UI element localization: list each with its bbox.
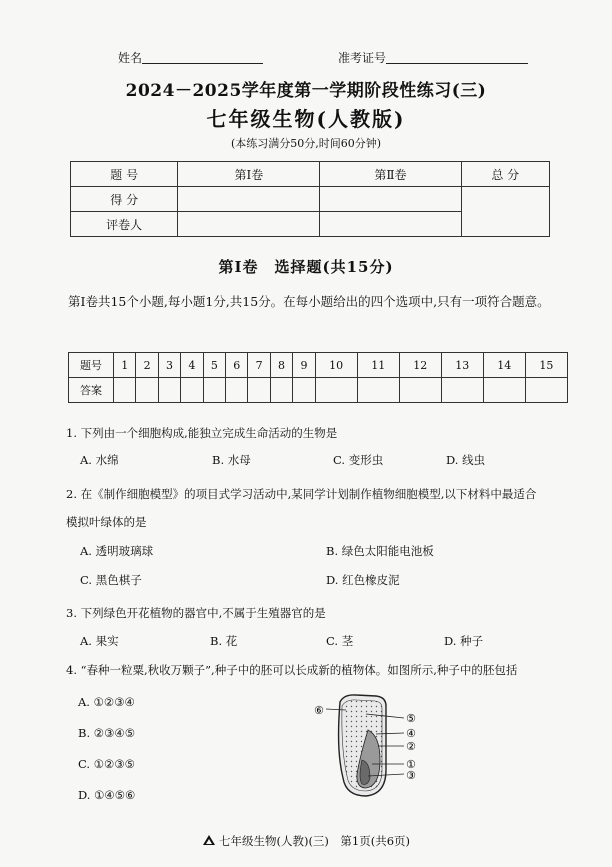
grader-row-label: 评卷人 [71, 212, 178, 237]
question-4-option-a[interactable]: A. ①②③④ [78, 695, 135, 709]
exam-note: (本练习满分50分,时间60分钟) [230, 137, 382, 150]
question-4-option-c[interactable]: C. ①②③⑤ [78, 757, 135, 771]
answer-cell[interactable] [226, 378, 248, 403]
publisher-logo-icon [202, 834, 216, 846]
subject-title: 七年级生物(人教版) [206, 107, 406, 131]
seed-label: ④ [406, 727, 416, 740]
answer-table-answer-label: 答案 [69, 378, 114, 403]
score-cell-total[interactable] [461, 187, 550, 237]
answer-number: 10 [315, 353, 357, 378]
question-3-stem: 3. 下列绿色开花植物的器官中,不属于生殖器官的是 [66, 606, 326, 620]
seed-label: ⑥ [314, 704, 324, 717]
answer-cell[interactable] [357, 378, 399, 403]
question-2-stem: 2. 在《制作细胞模型》的项目式学习活动中,某同学计划制作植物细胞模型,以下材料中最适合 [66, 487, 537, 501]
answer-number: 6 [226, 353, 248, 378]
answer-cell[interactable] [293, 378, 315, 403]
question-3-option-a[interactable]: A. 果实 [80, 634, 119, 648]
answer-number: 7 [248, 353, 270, 378]
answer-number: 15 [525, 353, 567, 378]
answer-number: 14 [483, 353, 525, 378]
question-3-option-b[interactable]: B. 花 [210, 634, 238, 648]
question-1-option-a[interactable]: A. 水绵 [80, 453, 119, 467]
answer-cell[interactable] [525, 378, 567, 403]
section-title: 第Ⅰ卷 选择题(共15分) [218, 258, 394, 276]
answer-number: 3 [158, 353, 180, 378]
question-2-stem-cont: 模拟叶绿体的是 [66, 515, 147, 529]
question-1-stem: 1. 下列由一个细胞构成,能独立完成生命活动的生物是 [66, 426, 338, 440]
grader-cell-part1[interactable] [178, 212, 320, 237]
answer-cell[interactable] [158, 378, 180, 403]
question-2-option-a[interactable]: A. 透明玻璃球 [80, 544, 154, 558]
answer-number: 9 [293, 353, 315, 378]
seed-label: ③ [406, 769, 416, 782]
answer-cell[interactable] [315, 378, 357, 403]
answer-cell[interactable] [399, 378, 441, 403]
question-4-option-d[interactable]: D. ①④⑤⑥ [78, 788, 136, 802]
answer-cell[interactable] [181, 378, 203, 403]
score-header-question: 题 号 [71, 162, 178, 187]
answer-number: 11 [357, 353, 399, 378]
score-header-part1: 第Ⅰ卷 [178, 162, 320, 187]
answer-table [68, 352, 568, 403]
seed-label: ① [406, 758, 416, 771]
answer-cell[interactable] [203, 378, 225, 403]
seed-diagram [310, 690, 430, 802]
answer-cell[interactable] [483, 378, 525, 403]
question-3-option-d[interactable]: D. 种子 [444, 634, 484, 648]
question-1-option-d[interactable]: D. 线虫 [446, 453, 486, 467]
answer-number: 12 [399, 353, 441, 378]
question-4-stem: 4. “春种一粒粟,秋收万颗子”,种子中的胚可以长成新的植物体。如图所示,种子中的胚包括 [66, 663, 518, 677]
exam-id-field[interactable] [386, 63, 528, 64]
score-header-total: 总 分 [461, 162, 550, 187]
answer-number: 2 [136, 353, 158, 378]
footer-text: 七年级生物(人教)(三) 第1页(共6页) [218, 834, 411, 848]
name-field[interactable] [142, 63, 263, 64]
section-intro: 第Ⅰ卷共15个小题,每小题1分,共15分。在每小题给出的四个选项中,只有一项符合题意。 [68, 294, 550, 309]
score-cell-part2[interactable] [320, 187, 461, 212]
exam-title: 2024－2025学年度第一学期阶段性练习(三) [125, 81, 487, 101]
score-header-part2: 第Ⅱ卷 [320, 162, 461, 187]
question-1-option-b[interactable]: B. 水母 [212, 453, 251, 467]
answer-number: 13 [441, 353, 483, 378]
answer-number: 1 [114, 353, 136, 378]
question-2-option-c[interactable]: C. 黑色棋子 [80, 573, 142, 587]
answer-cell[interactable] [270, 378, 292, 403]
page-footer [0, 833, 612, 849]
grader-cell-part2[interactable] [320, 212, 461, 237]
seed-label: ⑤ [406, 712, 416, 725]
answer-cell[interactable] [441, 378, 483, 403]
answer-cell[interactable] [136, 378, 158, 403]
score-table [70, 161, 550, 237]
exam-id-label: 准考证号 [338, 51, 387, 65]
answer-number: 5 [203, 353, 225, 378]
score-cell-part1[interactable] [178, 187, 320, 212]
answer-cell[interactable] [114, 378, 136, 403]
question-1-option-c[interactable]: C. 变形虫 [333, 453, 384, 467]
answer-number: 8 [270, 353, 292, 378]
answer-cell[interactable] [248, 378, 270, 403]
answer-number: 4 [181, 353, 203, 378]
question-3-option-c[interactable]: C. 茎 [326, 634, 354, 648]
score-row-label: 得 分 [71, 187, 178, 212]
answer-table-number-label: 题号 [69, 353, 114, 378]
question-2-option-b[interactable]: B. 绿色太阳能电池板 [326, 544, 434, 558]
seed-label: ② [406, 740, 416, 753]
name-label: 姓名 [118, 51, 143, 65]
question-2-option-d[interactable]: D. 红色橡皮泥 [326, 573, 400, 587]
question-4-option-b[interactable]: B. ②③④⑤ [78, 726, 136, 740]
